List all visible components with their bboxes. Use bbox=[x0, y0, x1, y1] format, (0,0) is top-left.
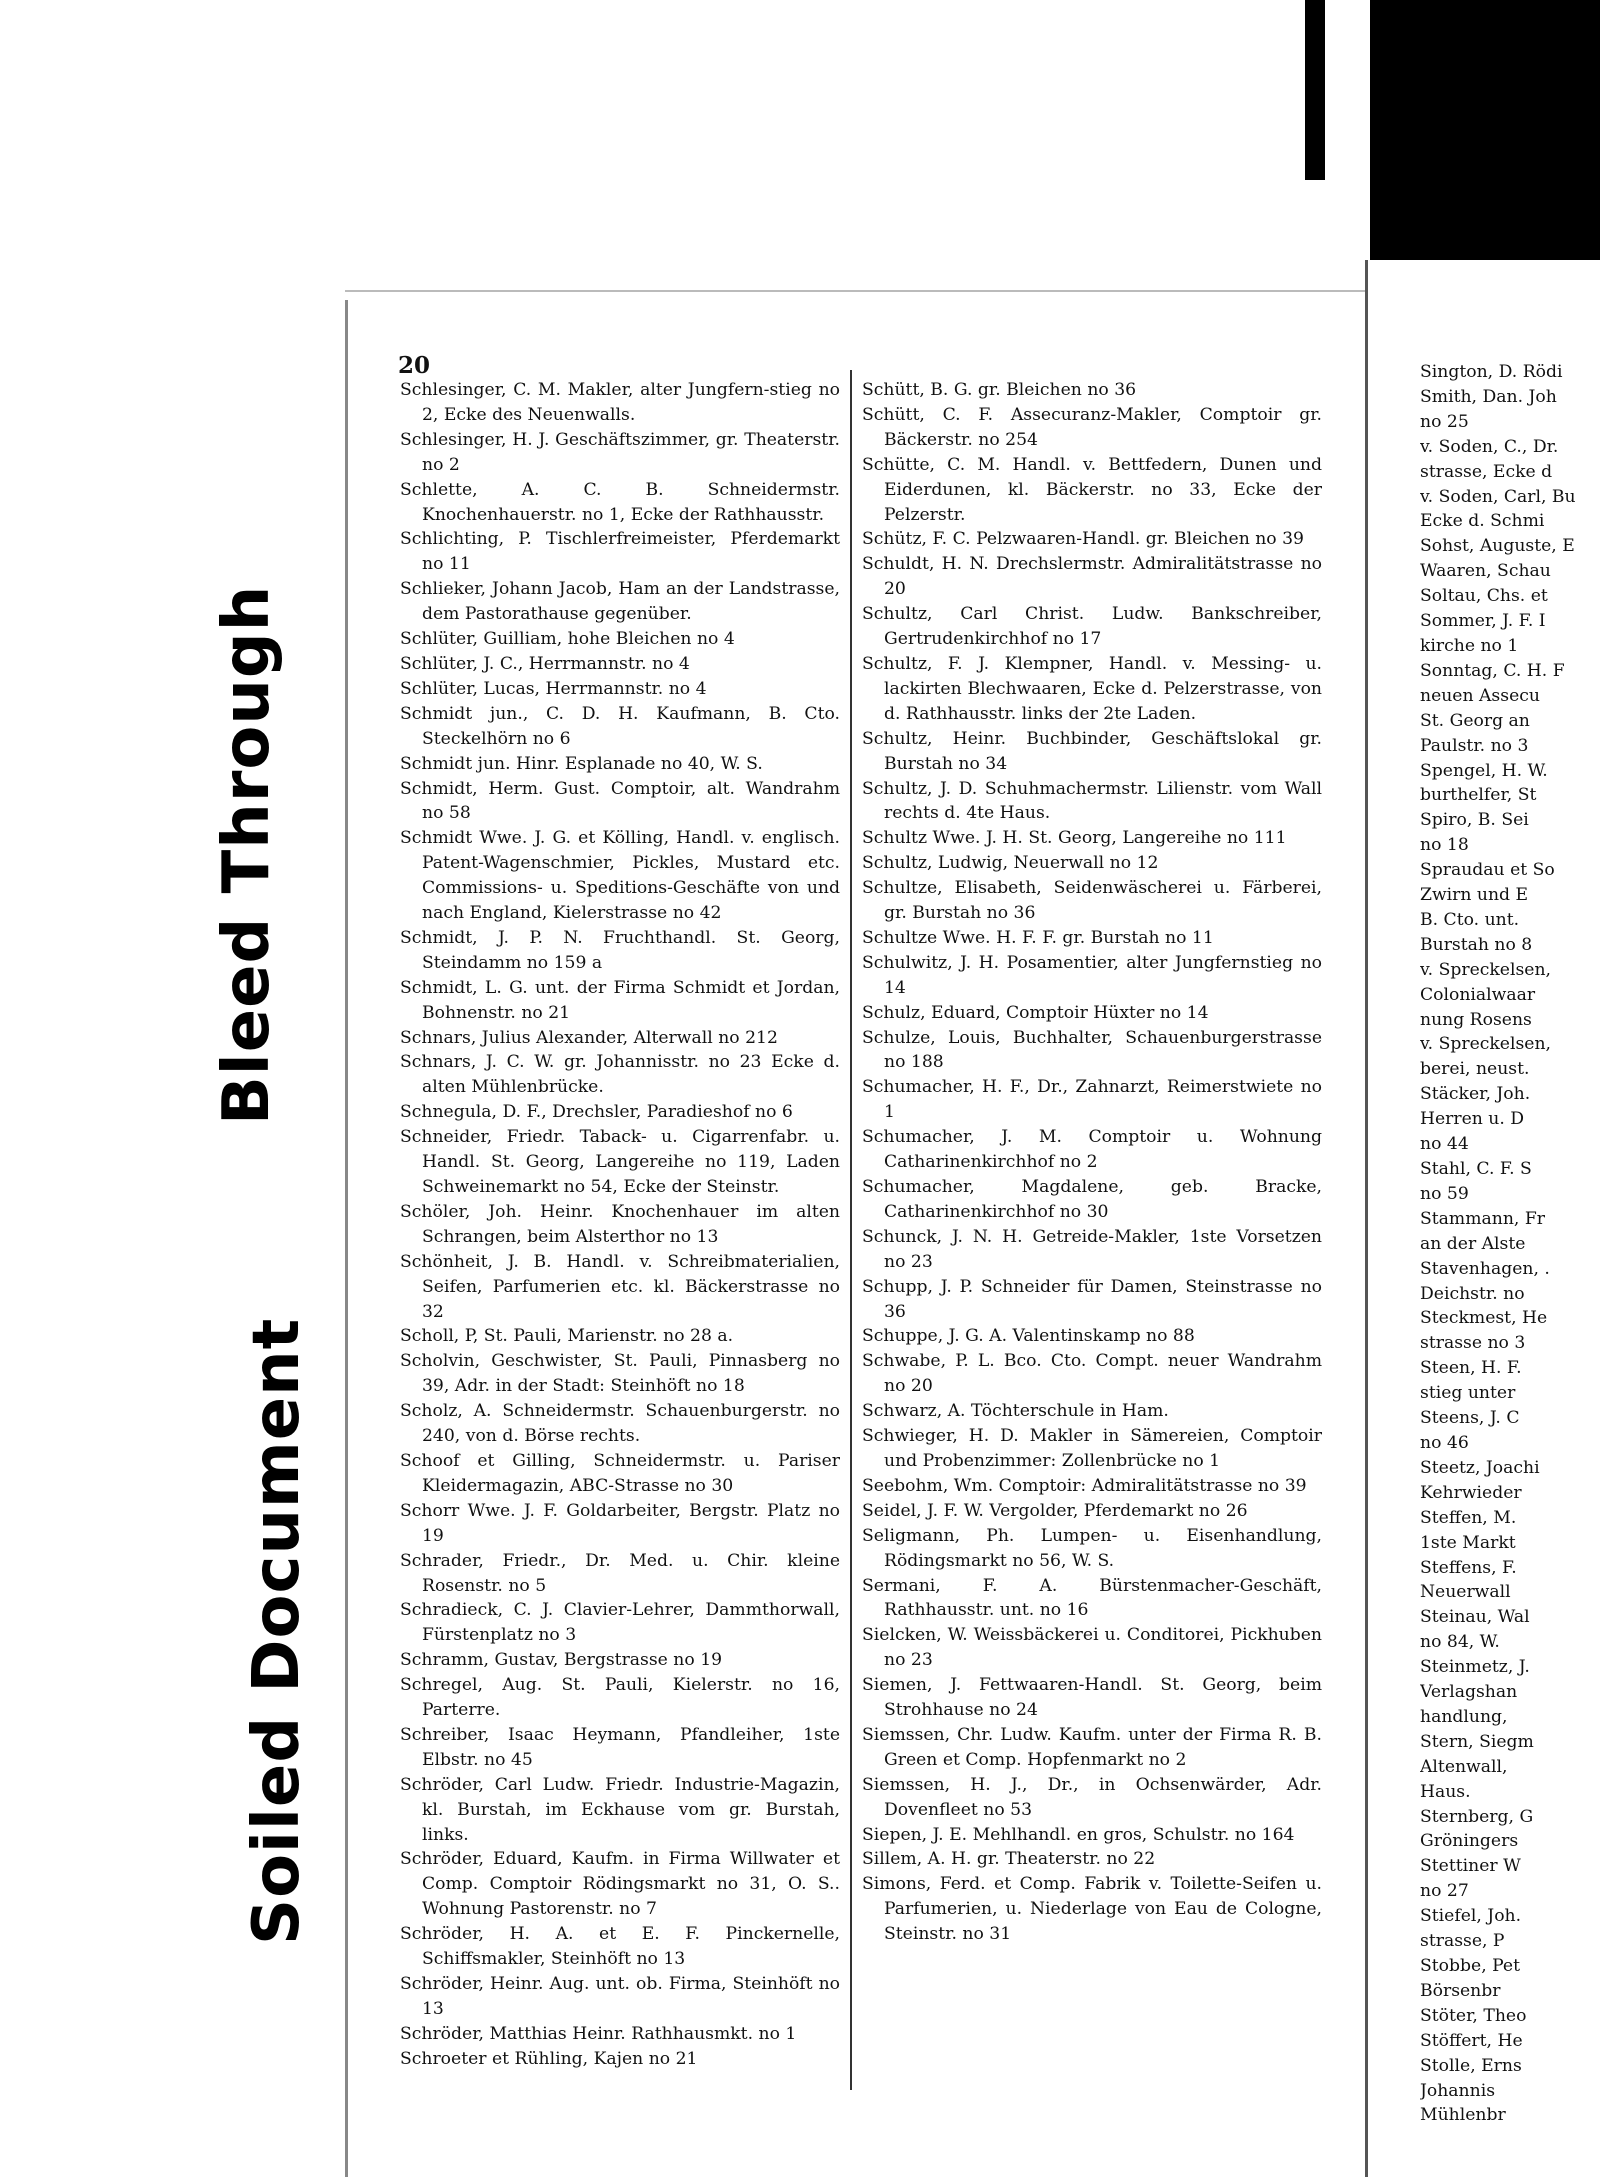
directory-entry: Schütte, C. M. Handl. v. Bettfedern, Dunen und Eiderdunen, kl. Bäckerstr. no 33, Ecke der Pelzerstr. bbox=[862, 454, 1322, 525]
directory-entry: Schultz, Heinr. Buchbinder, Geschäftslokal gr. Burstah no 34 bbox=[862, 728, 1322, 774]
directory-entry: Schultz, Ludwig, Neuerwall no 12 bbox=[862, 853, 1159, 874]
directory-entry-fragment: Gröningers bbox=[1420, 1831, 1519, 1852]
directory-entry: Sillem, A. H. gr. Theaterstr. no 22 bbox=[862, 1849, 1156, 1870]
directory-entry-fragment: Deichstr. no bbox=[1420, 1283, 1525, 1304]
directory-entry-fragment: St. Georg an bbox=[1420, 710, 1530, 731]
directory-entry-fragment: Stahl, C. F. S bbox=[1420, 1159, 1532, 1179]
directory-entry-fragment: Stobbe, Pet bbox=[1420, 1956, 1521, 1976]
directory-entry-fragment: Mühlenbr bbox=[1420, 2105, 1506, 2126]
directory-entry: Schreiber, Isaac Heymann, Pfandleiher, 1ste Elbstr. no 45 bbox=[400, 1724, 840, 1770]
directory-entry: Siemssen, H. J., Dr., in Ochsenwärder, Adr. Dovenfleet no 53 bbox=[862, 1774, 1322, 1820]
directory-entry: Schlüter, Lucas, Herrmannstr. no 4 bbox=[400, 678, 707, 699]
directory-entry-fragment: Waaren, Schau bbox=[1420, 561, 1551, 582]
directory-entry: Schroeter et Rühling, Kajen no 21 bbox=[400, 2048, 698, 2069]
directory-entry-fragment: Altenwall, bbox=[1420, 1756, 1508, 1777]
directory-entry-fragment: Sommer, J. F. I bbox=[1420, 611, 1546, 632]
directory-entry-fragment: kirche no 1 bbox=[1420, 635, 1519, 656]
directory-entry: Simons, Ferd. et Comp. Fabrik v. Toilette-Seifen u. Parfumerien, u. Niederlage von Eau de Cologne, Steinstr. no 31 bbox=[862, 1874, 1322, 1945]
directory-entry-fragment: Steinau, Wal bbox=[1420, 1607, 1530, 1628]
directory-entry: Siemen, J. Fettwaaren-Handl. St. Georg, beim Strohhause no 24 bbox=[862, 1675, 1322, 1721]
directory-entry-fragment: Börsenbr bbox=[1420, 1980, 1501, 2001]
directory-entry-fragment: Stöter, Theo bbox=[1420, 2005, 1527, 2026]
directory-entry: Schultz, J. D. Schuhmachermstr. Lilienstr. vom Wall rechts d. 4te Haus. bbox=[862, 778, 1322, 824]
directory-entry: Scholz, A. Schneidermstr. Schauenburgerstr. no 240, von d. Börse rechts. bbox=[400, 1401, 840, 1447]
directory-entry: Schupp, J. P. Schneider für Damen, Steinstrasse no 36 bbox=[862, 1276, 1322, 1322]
directory-entry-fragment: Steffens, F. bbox=[1420, 1557, 1517, 1578]
directory-entry: Schulze, Louis, Buchhalter, Schauenburgerstrasse no 188 bbox=[862, 1027, 1322, 1073]
directory-entry-fragment: Spiro, B. Sei bbox=[1420, 810, 1529, 831]
page-edge-left bbox=[345, 300, 348, 2177]
directory-entry: Schregel, Aug. St. Pauli, Kielerstr. no 16, Parterre. bbox=[400, 1675, 840, 1721]
directory-entry-fragment: Johannis bbox=[1420, 2080, 1496, 2101]
directory-entry-fragment: Neuerwall bbox=[1420, 1582, 1511, 1603]
directory-entry: Sielcken, W. Weissbäckerei u. Conditorei, Pickhuben no 23 bbox=[862, 1625, 1322, 1671]
directory-entry: Schmidt jun., C. D. H. Kaufmann, B. Cto. Steckelhörn no 6 bbox=[400, 703, 840, 749]
directory-entry-fragment: neuen Assecu bbox=[1420, 685, 1540, 706]
right-page-fragment bbox=[1420, 360, 1600, 2128]
directory-entry: Scholl, P, St. Pauli, Marienstr. no 28 a. bbox=[400, 1326, 734, 1347]
directory-entry: Schröder, Carl Ludw. Friedr. Industrie-Magazin, kl. Burstah, im Eckhause vom gr. Burstah, links. bbox=[400, 1774, 840, 1845]
directory-entry-fragment: no 59 bbox=[1420, 1183, 1469, 1204]
directory-entry-fragment: Stern, Siegm bbox=[1420, 1731, 1534, 1752]
directory-entry-fragment: an der Alste bbox=[1420, 1233, 1526, 1254]
directory-entry: Schmidt, Herm. Gust. Comptoir, alt. Wandrahm no 58 bbox=[400, 778, 840, 824]
middle-column bbox=[862, 378, 1322, 1947]
directory-entry: Seligmann, Ph. Lumpen- u. Eisenhandlung, Rödingsmarkt no 56, W. S. bbox=[862, 1525, 1322, 1571]
directory-entry: Schunck, J. N. H. Getreide-Makler, 1ste Vorsetzen no 23 bbox=[862, 1226, 1322, 1272]
directory-entry: Schulz, Eduard, Comptoir Hüxter no 14 bbox=[862, 1002, 1209, 1023]
directory-entry: Schöler, Joh. Heinr. Knochenhauer im alten Schrangen, beim Alsterthor no 13 bbox=[400, 1201, 840, 1247]
directory-entry: Schmidt, J. P. N. Fruchthandl. St. Georg, Steindamm no 159 a bbox=[400, 927, 840, 973]
directory-entry-fragment: Sonntag, C. H. F bbox=[1420, 660, 1565, 681]
directory-entry: Schumacher, H. F., Dr., Zahnarzt, Reimerstwiete no 1 bbox=[862, 1077, 1322, 1123]
directory-entry-fragment: Spengel, H. W. bbox=[1420, 760, 1548, 781]
directory-entry: Seidel, J. F. W. Vergolder, Pferdemarkt no 26 bbox=[862, 1500, 1248, 1521]
directory-entry-fragment: Ecke d. Schmi bbox=[1420, 511, 1545, 532]
directory-entry-fragment: Sternberg, G bbox=[1420, 1806, 1534, 1827]
directory-entry-fragment: burthelfer, St bbox=[1420, 785, 1537, 806]
directory-entry-fragment: Steen, H. F. bbox=[1420, 1358, 1522, 1379]
directory-entry: Schlette, A. C. B. Schneidermstr. Knochenhauerstr. no 1, Ecke der Rathhausstr. bbox=[400, 479, 840, 525]
directory-entry: Schultz Wwe. J. H. St. Georg, Langereihe no 111 bbox=[862, 828, 1287, 849]
directory-entry: Schröder, H. A. et E. F. Pinckernelle, Schiffsmakler, Steinhöft no 13 bbox=[400, 1924, 840, 1970]
soiled-document-stamp: Soiled Document bbox=[240, 1317, 314, 1945]
directory-entry: Schuppe, J. G. A. Valentinskamp no 88 bbox=[862, 1326, 1195, 1347]
directory-entry-fragment: Steinmetz, J. bbox=[1420, 1657, 1530, 1678]
directory-entry-fragment: no 27 bbox=[1420, 1881, 1469, 1902]
directory-entry-fragment: Paulstr. no 3 bbox=[1420, 735, 1529, 756]
directory-entry-fragment: Colonialwaar bbox=[1420, 984, 1536, 1005]
directory-entry: Schlieker, Johann Jacob, Ham an der Landstrasse, dem Pastorathause gegenüber. bbox=[400, 579, 840, 625]
directory-entry: Schütz, F. C. Pelzwaaren-Handl. gr. Bleichen no 39 bbox=[862, 529, 1304, 550]
directory-entry: Schröder, Eduard, Kaufm. in Firma Willwater et Comp. Comptoir Rödingsmarkt no 31, O. S.. Wohnung Pastorenstr. no 7 bbox=[400, 1849, 840, 1920]
directory-entry: Schneider, Friedr. Taback- u. Cigarrenfabr. u. Handl. St. Georg, Langereihe no 119, Laden Schweinemarkt no 54, Ecke der Steinstr. bbox=[400, 1127, 840, 1197]
directory-entry-fragment: Steckmest, He bbox=[1420, 1308, 1548, 1329]
directory-entry: Schnars, Julius Alexander, Alterwall no 212 bbox=[400, 1027, 778, 1048]
directory-entry-fragment: Stiefel, Joh. bbox=[1420, 1906, 1522, 1927]
directory-entry-fragment: v. Soden, C., Dr. bbox=[1420, 436, 1559, 457]
directory-entry-fragment: strasse, Ecke d bbox=[1420, 461, 1553, 482]
directory-entry: Schultz, Carl Christ. Ludw. Bankschreiber, Gertrudenkirchhof no 17 bbox=[862, 604, 1322, 650]
directory-entry-fragment: Sohst, Auguste, E bbox=[1420, 536, 1575, 557]
directory-entry: Schultze, Elisabeth, Seidenwäscherei u. Färberei, gr. Burstah no 36 bbox=[862, 878, 1322, 924]
directory-entry: Schröder, Heinr. Aug. unt. ob. Firma, Steinhöft no 13 bbox=[400, 1974, 840, 2019]
left-column bbox=[400, 378, 840, 2072]
directory-entry: Siemssen, Chr. Ludw. Kaufm. unter der Firma R. B. Green et Comp. Hopfenmarkt no 2 bbox=[862, 1724, 1322, 1770]
directory-entry: Schwieger, H. D. Makler in Sämereien, Comptoir und Probenzimmer: Zollenbrücke no 1 bbox=[862, 1426, 1322, 1471]
directory-entry: Seebohm, Wm. Comptoir: Admiralitätstrasse no 39 bbox=[862, 1475, 1307, 1496]
directory-entry: Schoof et Gilling, Schneidermstr. u. Pariser Kleidermagazin, ABC-Strasse no 30 bbox=[400, 1450, 840, 1496]
directory-entry-fragment: nung Rosens bbox=[1420, 1009, 1532, 1030]
directory-entry-fragment: strasse, P bbox=[1420, 1931, 1505, 1952]
directory-entry-fragment: Burstah no 8 bbox=[1420, 934, 1533, 955]
directory-entry-fragment: berei, neust. bbox=[1420, 1059, 1530, 1080]
directory-entry: Schwarz, A. Töchterschule in Ham. bbox=[862, 1401, 1169, 1422]
directory-entry: Schramm, Gustav, Bergstrasse no 19 bbox=[400, 1650, 723, 1671]
directory-entry: Scholvin, Geschwister, St. Pauli, Pinnasberg no 39, Adr. in der Stadt: Steinhöft no 18 bbox=[400, 1351, 840, 1397]
directory-entry-fragment: Stäcker, Joh. bbox=[1420, 1084, 1531, 1105]
directory-entry-fragment: Kehrwieder bbox=[1420, 1482, 1522, 1503]
directory-entry-fragment: Stammann, Fr bbox=[1420, 1208, 1545, 1229]
page-gutter-line bbox=[1365, 260, 1368, 2177]
directory-entry-fragment: no 25 bbox=[1420, 411, 1469, 432]
directory-entry-fragment: Smith, Dan. Joh bbox=[1420, 386, 1557, 407]
directory-entry: Schmidt jun. Hinr. Esplanade no 40, W. S. bbox=[400, 753, 763, 774]
column-divider bbox=[850, 370, 852, 2090]
directory-entry-fragment: Stettiner W bbox=[1420, 1856, 1521, 1877]
directory-entry-fragment: Spraudau et So bbox=[1420, 860, 1555, 881]
directory-entry-fragment: Verlagshan bbox=[1420, 1682, 1518, 1703]
bleed-through-stamp: Bleed Through bbox=[210, 584, 284, 1125]
directory-entry-fragment: Herren u. D bbox=[1420, 1109, 1525, 1130]
directory-entry-fragment: v. Spreckelsen, bbox=[1420, 1034, 1551, 1055]
directory-entry: Schradieck, C. J. Clavier-Lehrer, Dammthorwall, Fürstenplatz no 3 bbox=[400, 1600, 840, 1646]
directory-entry-fragment: stieg unter bbox=[1420, 1383, 1516, 1404]
directory-entry: Schuldt, H. N. Drechslermstr. Admiralitätstrasse no 20 bbox=[862, 554, 1322, 600]
directory-entry: Siepen, J. E. Mehlhandl. en gros, Schulstr. no 164 bbox=[862, 1824, 1295, 1845]
directory-entry: Schnars, J. C. W. gr. Johannisstr. no 23 Ecke d. alten Mühlenbrücke. bbox=[400, 1052, 840, 1098]
directory-entry-fragment: Steetz, Joachi bbox=[1420, 1457, 1540, 1478]
directory-entry: Schlüter, Guilliam, hohe Bleichen no 4 bbox=[400, 629, 735, 650]
directory-entry-fragment: Zwirn und E bbox=[1420, 885, 1529, 906]
directory-entry: Schütt, C. F. Assecuranz-Makler, Comptoir gr. Bäckerstr. no 254 bbox=[862, 404, 1322, 450]
directory-entry-fragment: Stolle, Erns bbox=[1420, 2055, 1522, 2076]
directory-entry: Schulwitz, J. H. Posamentier, alter Jungfernstieg no 14 bbox=[862, 952, 1322, 998]
directory-entry-fragment: Haus. bbox=[1420, 1781, 1471, 1802]
directory-entry: Schlüter, J. C., Herrmannstr. no 4 bbox=[400, 653, 690, 674]
directory-entry-fragment: Stavenhagen, . bbox=[1420, 1258, 1550, 1279]
directory-entry: Schultz, F. J. Klempner, Handl. v. Messing- u. lackirten Blechwaaren, Ecke d. Pelzerstrasse, von d. Rathhausstr. links der 2te Laden. bbox=[862, 653, 1322, 724]
scan-edge-bar-top bbox=[1305, 0, 1325, 180]
scan-edge-bar-corner bbox=[1370, 0, 1600, 260]
directory-entry-fragment: Sington, D. Rödi bbox=[1420, 362, 1563, 382]
directory-entry-fragment: strasse no 3 bbox=[1420, 1333, 1526, 1354]
directory-entry: Schwabe, P. L. Bco. Cto. Compt. neuer Wandrahm no 20 bbox=[862, 1351, 1322, 1397]
directory-entry-fragment: no 46 bbox=[1420, 1432, 1469, 1453]
directory-entry: Schütt, B. G. gr. Bleichen no 36 bbox=[862, 380, 1137, 400]
directory-entry: Schlesinger, C. M. Makler, alter Jungfern-stieg no 2, Ecke des Neuenwalls. bbox=[400, 380, 840, 425]
page-number: 20 bbox=[398, 352, 431, 379]
directory-entry: Schmidt Wwe. J. G. et Kölling, Handl. v. englisch. Patent-Wagenschmier, Pickles, Mustard etc. Commissions- u. Speditions-Geschäfte von und nach England, Kielerstrasse no 42 bbox=[400, 828, 840, 924]
directory-entry-fragment: B. Cto. unt. bbox=[1420, 909, 1520, 930]
directory-entry: Schröder, Matthias Heinr. Rathhausmkt. no 1 bbox=[400, 2023, 797, 2044]
directory-entry: Sermani, F. A. Bürstenmacher-Geschäft, Rathhausstr. unt. no 16 bbox=[862, 1575, 1322, 1621]
directory-entry-fragment: Steffen, M. bbox=[1420, 1507, 1517, 1528]
directory-entry-fragment: Steens, J. C bbox=[1420, 1408, 1520, 1429]
directory-entry-fragment: handlung, bbox=[1420, 1706, 1508, 1727]
directory-entry: Schrader, Friedr., Dr. Med. u. Chir. kleine Rosenstr. no 5 bbox=[400, 1550, 840, 1596]
directory-entry-fragment: no 18 bbox=[1420, 835, 1469, 856]
directory-entry: Schultze Wwe. H. F. F. gr. Burstah no 11 bbox=[862, 927, 1214, 948]
directory-entry: Schönheit, J. B. Handl. v. Schreibmaterialien, Seifen, Parfumerien etc. kl. Bäckerstrasse no 32 bbox=[400, 1251, 840, 1322]
directory-entry: Schnegula, D. F., Drechsler, Paradieshof no 6 bbox=[400, 1102, 793, 1123]
directory-entry: Schlichting, P. Tischlerfreimeister, Pferdemarkt no 11 bbox=[400, 529, 840, 575]
directory-entry: Schlesinger, H. J. Geschäftszimmer, gr. Theaterstr. no 2 bbox=[400, 429, 840, 475]
directory-entry: Schmidt, L. G. unt. der Firma Schmidt et Jordan, Bohnenstr. no 21 bbox=[400, 977, 840, 1023]
directory-entry-fragment: 1ste Markt bbox=[1420, 1532, 1516, 1553]
directory-entry-fragment: no 84, W. bbox=[1420, 1632, 1500, 1653]
directory-entry-fragment: no 44 bbox=[1420, 1134, 1469, 1155]
directory-entry-fragment: v. Soden, Carl, Bu bbox=[1420, 486, 1576, 507]
directory-page bbox=[350, 290, 1350, 2177]
directory-entry: Schorr Wwe. J. F. Goldarbeiter, Bergstr. Platz no 19 bbox=[400, 1500, 840, 1546]
directory-entry-fragment: Soltau, Chs. et bbox=[1420, 586, 1548, 607]
directory-entry-fragment: Stöffert, He bbox=[1420, 2030, 1523, 2051]
directory-entry-fragment: v. Spreckelsen, bbox=[1420, 959, 1551, 980]
directory-entry: Schumacher, Magdalene, geb. Bracke, Catharinenkirchhof no 30 bbox=[862, 1177, 1322, 1222]
directory-entry: Schumacher, J. M. Comptoir u. Wohnung Catharinenkirchhof no 2 bbox=[862, 1127, 1322, 1173]
